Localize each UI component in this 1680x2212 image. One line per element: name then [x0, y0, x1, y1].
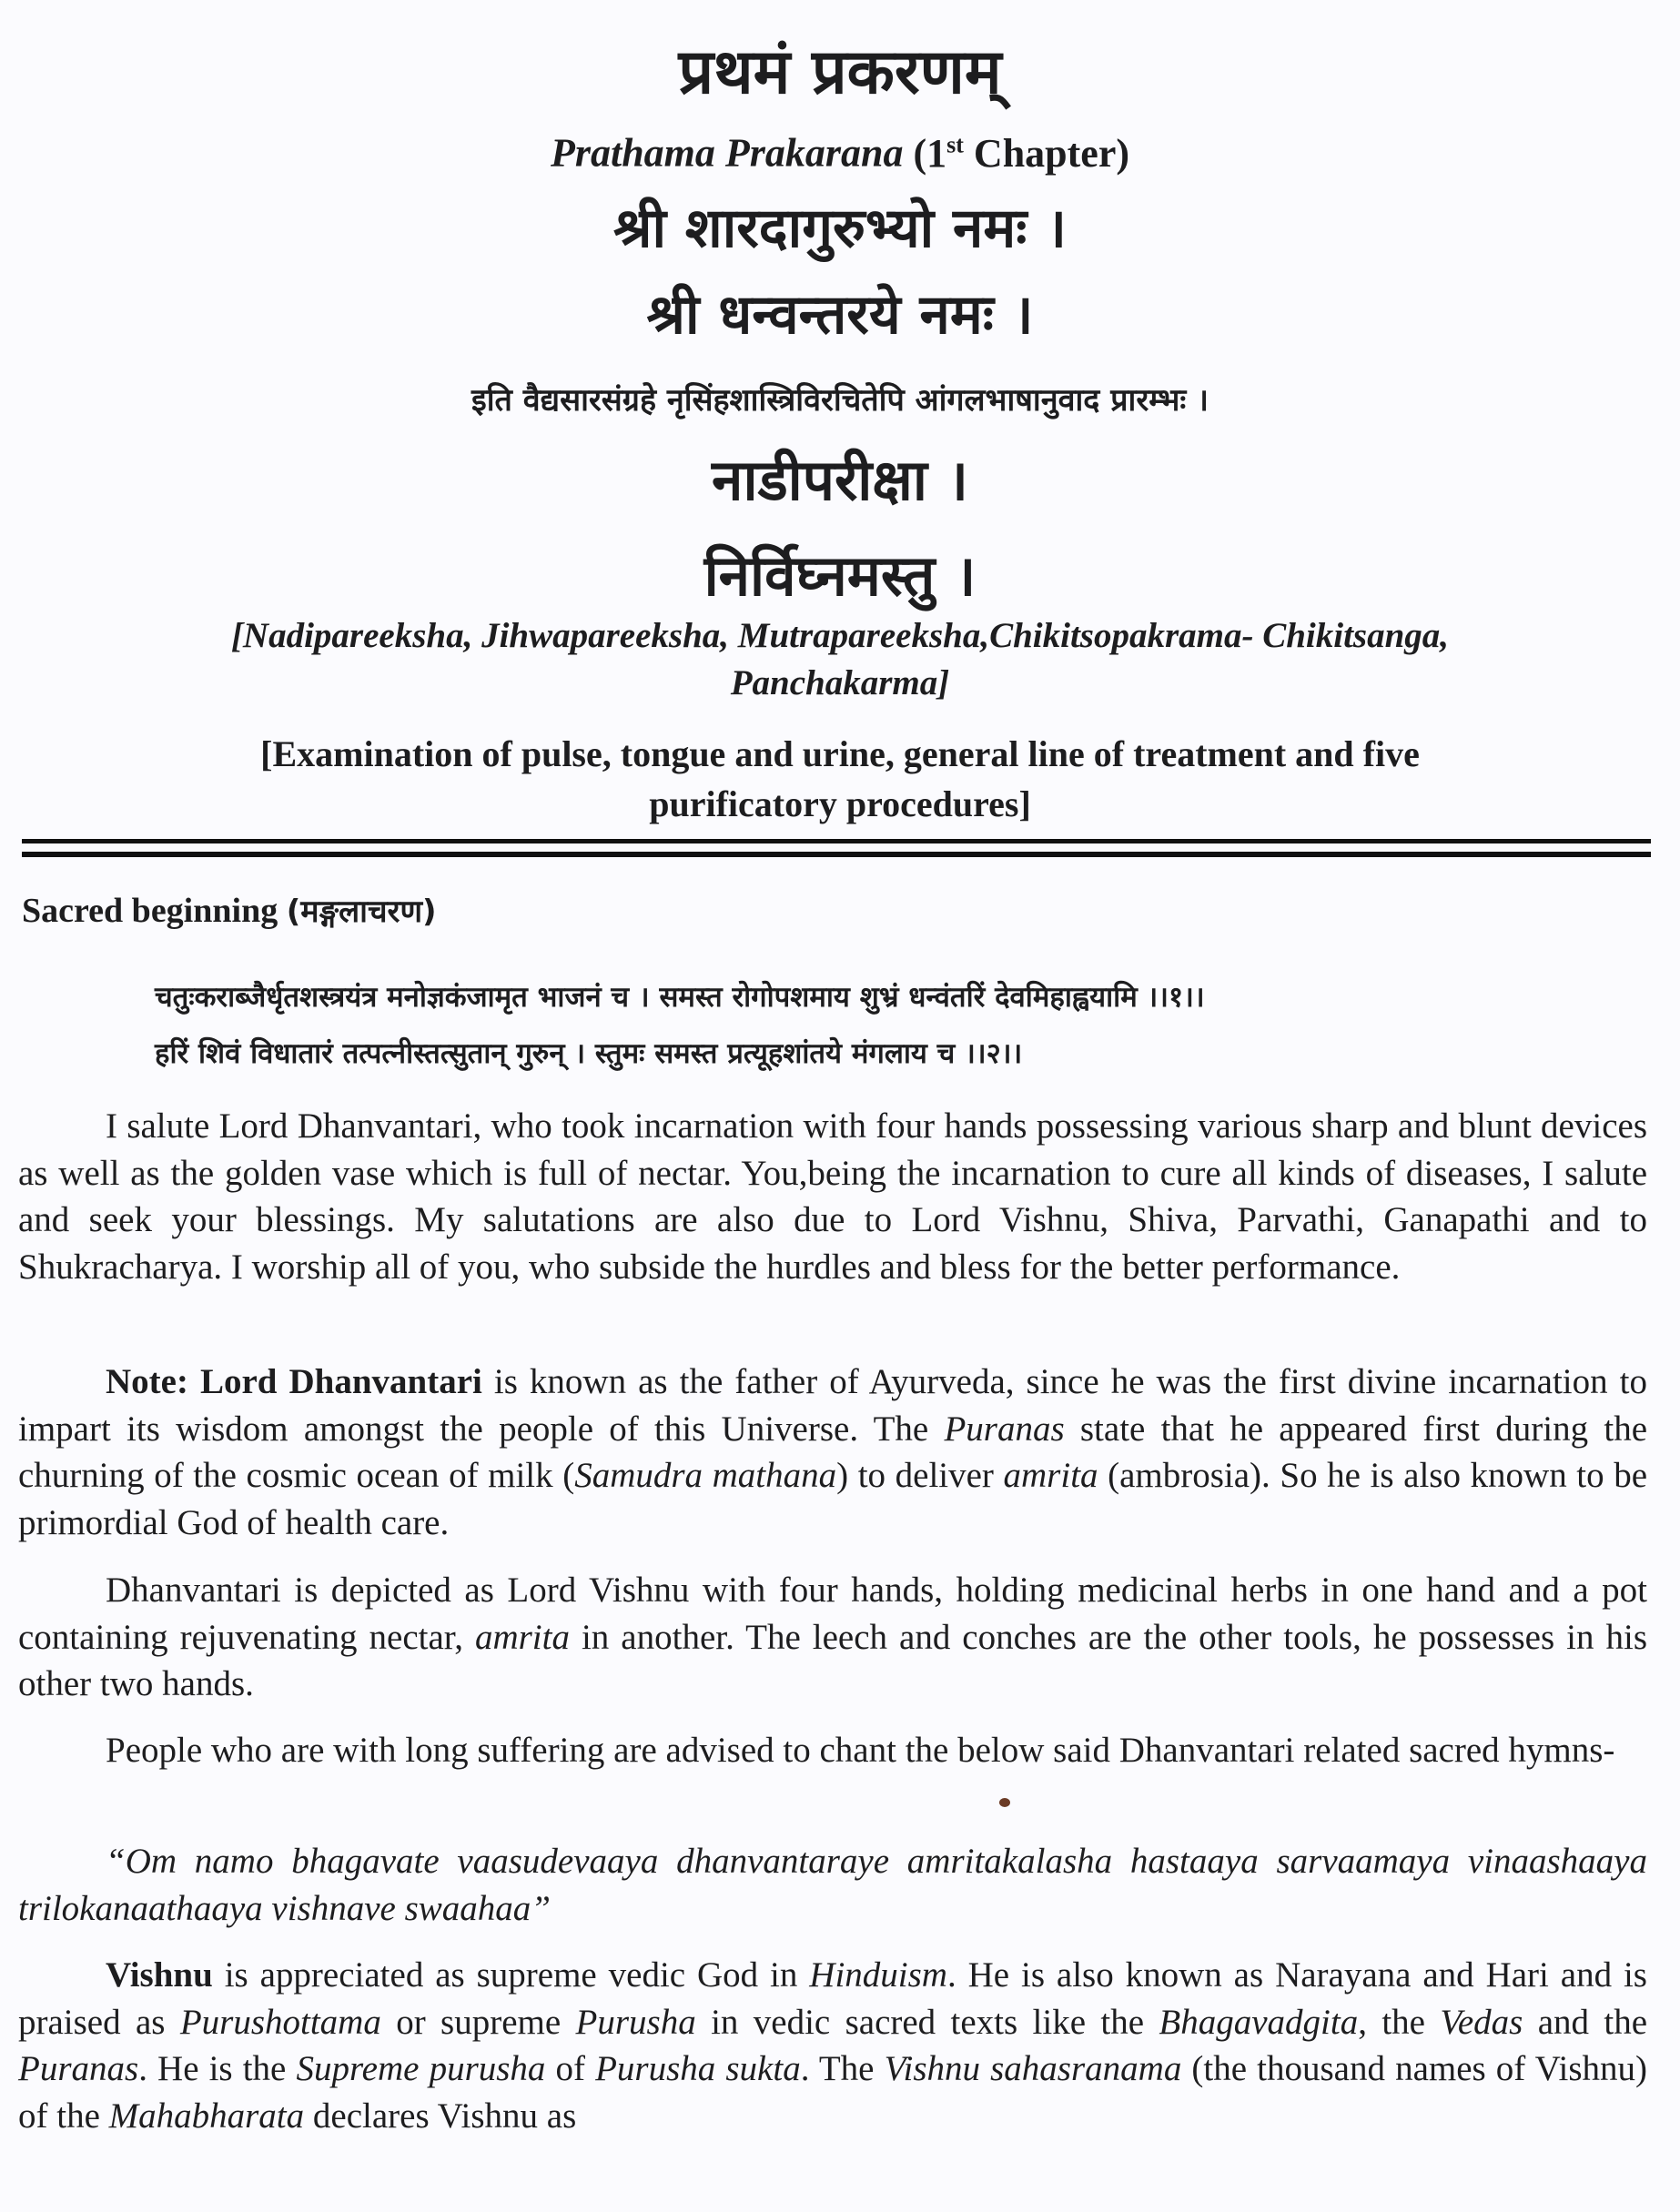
section-heading-text: Sacred beginning — [22, 892, 278, 930]
print-speck — [999, 1798, 1010, 1807]
invocation-dhanvantari: श्री धन्वन्तरये नमः । — [646, 283, 1034, 347]
topics-line-1: [Nadipareeksha, Jihwapareeksha, Mutrapareeksha,Chikitsopakrama- Chikitsanga, — [230, 616, 1450, 655]
blessing-line: निर्विघ्नमस्तु । — [703, 542, 977, 609]
paragraph-depiction: Dhanvantari is depicted as Lord Vishnu with four hands, holding medicinal herbs in one hand and a pot containing rejuvenating nectar, amrita in another. The leech and conches are the other tools, he possesses in his other two hands. — [18, 1571, 1647, 1703]
sloka-2: हरिं शिवं विधातारं तत्पत्नीस्तत्सुतान् गुरुन् । स्तुमः समस्त प्रत्यूहशांतये मंगलाय च ।।२।। — [155, 1037, 1023, 1070]
sloka-1: चतुःकराब्जैर्धृतशस्त्रयंत्र मनोज्ञकंजामृत भाजनं च । समस्त रोगोपशमाय शुभ्रं धन्वंतरिं देवमिहाह्वयामि ।।१।। — [155, 981, 1205, 1014]
section-title-nadipareeksha: नाडीपरीक्षा । — [712, 447, 968, 513]
intro-line: इति वैद्यसारसंग्रहे नृसिंहशास्त्रिविरचितेपि आंगलभाषानुवाद प्रारम्भः । — [471, 382, 1209, 419]
topics-line-2: Panchakarma] — [730, 663, 950, 702]
english-topics-line-1: [Examination of pulse, tongue and urine, general line of treatment and five — [260, 733, 1420, 774]
section-heading — [22, 887, 437, 935]
paragraph-salutation: I salute Lord Dhanvantari, who took incarnation with four hands possessing various sharp and blunt devices as well as the golden vase which is full of nectar. You,being the incarnation to cure all kinds of diseases, I salute and seek your blessings. My salutations are also due to Lord Vishnu, Shiva, Parvathi, Ganapathi and to Shukracharya. I worship all of you, who subside the hurdles and bless for the better performance. — [18, 1106, 1647, 1287]
chapter-title-devanagari: प्रथमं प्रकरणम् — [678, 36, 1002, 108]
paragraph-hymns: People who are with long suffering are advised to chant the below said Dhanvantari related sacred hymns- — [106, 1731, 1615, 1770]
chapter-title-roman — [0, 111, 1680, 187]
paragraph-vishnu: Vishnu is appreciated as supreme vedic God in Hinduism. He is also known as Narayana and Hari and is praised as Purushottama or supreme Purusha in vedic sacred texts like the Bhagavadgita, the Vedas and the Puranas. He is the Supreme purusha of Purusha sukta. The Vishnu sahasranama (the thousand names of Vishnu) of the Mahabharata declares Vishnu as — [18, 1955, 1648, 2136]
english-topics-line-2: purificatory procedures] — [649, 783, 1031, 824]
paragraph-note: Note: Lord Dhanvantari is known as the father of Ayurveda, since he was the first divine incarnation to impart its wisdom amongst the people of this Universe. The Puranas state that he appeared first during the churning of the cosmic ocean of milk (Samudra mathana) to deliver amrita (ambrosia). So he is also known to be primordial God of health care. — [18, 1362, 1648, 1542]
mantra-quote: “Om namo bhagavate vaasudevaaya dhanvantaraye amritakalasha hastaaya sarvaamaya vinaashaaya trilokanaathaaya vishnave swaahaa” — [18, 1842, 1647, 1928]
divider-thin — [22, 839, 1651, 843]
chapter-title-roman-text: Prathama Prakarana — [550, 130, 904, 176]
section-heading-devanagari: (मङ्गलाचरण) — [286, 894, 437, 930]
invocation-sharada-guru: श्री शारदागुरुभ्यो नमः । — [613, 197, 1067, 260]
divider-thick — [22, 852, 1651, 857]
chapter-number: (1st Chapter) — [913, 130, 1130, 176]
